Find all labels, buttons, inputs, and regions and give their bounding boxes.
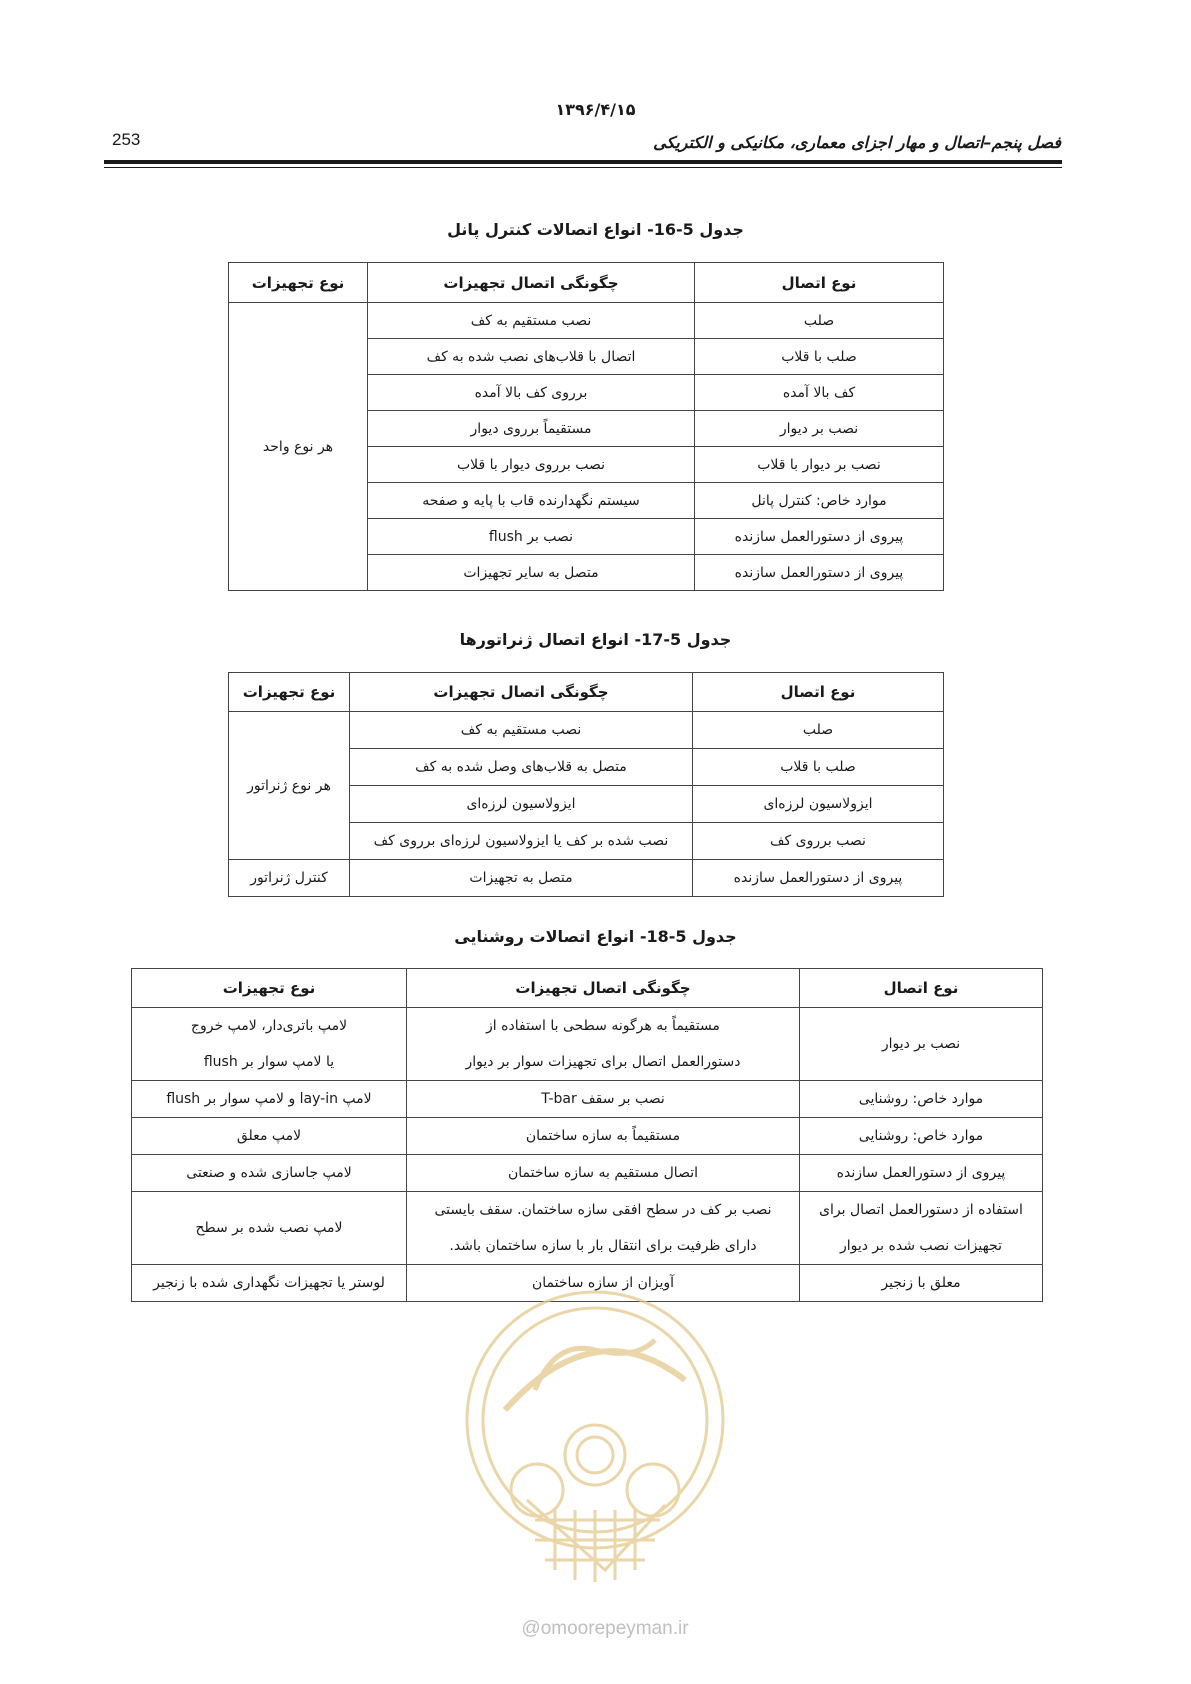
- watermark-logo: [465, 1270, 725, 1640]
- table-cell: نصب شده بر کف یا ایزولاسیون لرزه‌ای برروی کف: [350, 823, 693, 860]
- table-cell: کنترل ژنراتور: [229, 860, 350, 897]
- column-header: چگونگی اتصال تجهیزات: [350, 673, 693, 712]
- table-cell: متصل به تجهیزات: [350, 860, 693, 897]
- column-header: نوع اتصال: [695, 263, 944, 303]
- table-cell: ایزولاسیون لرزه‌ای: [693, 786, 944, 823]
- table-cell: برروی کف بالا آمده: [368, 375, 695, 411]
- table-row: [229, 860, 944, 897]
- table-caption: جدول 5-18- انواع اتصالات روشنایی: [454, 927, 737, 946]
- table-cell: پیروی از دستورالعمل سازنده: [693, 860, 944, 897]
- table-cell: نصب بر flush: [368, 519, 695, 555]
- table-cell: مستقیماً برروی دیوار: [368, 411, 695, 447]
- table-cell: نصب مستقیم به کف: [350, 712, 693, 749]
- table-cell: لامپ باتری‌دار، لامپ خروج یا لامپ سوار بر flush: [132, 1008, 407, 1081]
- table-cell: صلب با قلاب: [695, 339, 944, 375]
- table-cell: نصب بر سقف T-bar: [407, 1081, 800, 1118]
- table-cell: لامپ lay-in و لامپ سوار بر flush: [132, 1081, 407, 1118]
- table-cell: صلب: [693, 712, 944, 749]
- table-caption: جدول 5-16- انواع اتصالات کنترل پانل: [447, 220, 744, 239]
- table-cell: پیروی از دستورالعمل سازنده: [800, 1155, 1043, 1192]
- table-cell: مستقیماً به هرگونه سطحی با استفاده از دستورالعمل اتصال برای تجهیزات سوار بر دیوار: [407, 1008, 800, 1081]
- table-row: [229, 303, 944, 339]
- table-row: [132, 1081, 1043, 1118]
- table-cell: معلق با زنجیر: [800, 1265, 1043, 1302]
- table-cell: اتصال با قلاب‌های نصب شده به کف: [368, 339, 695, 375]
- column-header: نوع تجهیزات: [229, 673, 350, 712]
- column-header: نوع اتصال: [800, 969, 1043, 1008]
- table-row: [229, 712, 944, 749]
- table-cell: صلب با قلاب: [693, 749, 944, 786]
- equipment-group-cell: هر نوع واحد: [229, 303, 368, 591]
- column-header: چگونگی اتصال تجهیزات: [407, 969, 800, 1008]
- table-cell: صلب: [695, 303, 944, 339]
- table-row: [132, 1118, 1043, 1155]
- header-rule-thin: [104, 167, 1062, 168]
- table-cell: نصب برروی دیوار با قلاب: [368, 447, 695, 483]
- control-panel-connections-table: [228, 262, 944, 591]
- table-cell: اتصال مستقیم به سازه ساختمان: [407, 1155, 800, 1192]
- generator-connections-table: [228, 672, 944, 897]
- document-date: ۱۳۹۶/۴/۱۵: [555, 100, 636, 119]
- header-rule-thick: [104, 160, 1062, 164]
- column-header: نوع اتصال: [693, 673, 944, 712]
- table-cell: نصب بر دیوار: [695, 411, 944, 447]
- table-cell: لوستر یا تجهیزات نگهداری شده با زنجیر: [132, 1265, 407, 1302]
- table-cell: موارد خاص: کنترل پانل: [695, 483, 944, 519]
- column-header: چگونگی اتصال تجهیزات: [368, 263, 695, 303]
- table-cell: آویزان از سازه ساختمان: [407, 1265, 800, 1302]
- column-header: نوع تجهیزات: [132, 969, 407, 1008]
- chapter-title: فصل پنجم–اتصال و مهار اجزای معماری، مکانیکی و الکتریکی: [653, 133, 1061, 152]
- table-caption: جدول 5-17- انواع اتصال ژنراتورها: [459, 630, 732, 649]
- table-cell: مستقیماً به سازه ساختمان: [407, 1118, 800, 1155]
- table-header-row: [229, 263, 944, 303]
- table-cell: نصب مستقیم به کف: [368, 303, 695, 339]
- table-cell: لامپ جاسازی شده و صنعتی: [132, 1155, 407, 1192]
- table-cell: ایزولاسیون لرزه‌ای: [350, 786, 693, 823]
- table-cell: پیروی از دستورالعمل سازنده: [695, 555, 944, 591]
- table-cell: استفاده از دستورالعمل اتصال برای تجهیزات نصب شده بر دیوار: [800, 1192, 1043, 1265]
- table-cell: نصب بر دیوار: [800, 1008, 1043, 1081]
- table-cell: سیستم نگهدارنده قاب با پایه و صفحه: [368, 483, 695, 519]
- page-number: 253: [112, 130, 141, 149]
- table-cell: لامپ معلق: [132, 1118, 407, 1155]
- table-cell: لامپ نصب شده بر سطح: [132, 1192, 407, 1265]
- lighting-connections-table: [131, 968, 1043, 1302]
- table-cell: موارد خاص: روشنایی: [800, 1118, 1043, 1155]
- table-cell: کف بالا آمده: [695, 375, 944, 411]
- table-header-row: [132, 969, 1043, 1008]
- table-row: [132, 1008, 1043, 1081]
- table-cell: نصب برروی کف: [693, 823, 944, 860]
- table-cell: نصب بر کف در سطح افقی سازه ساختمان. سقف بایستی دارای ظرفیت برای انتقال بار با سازه ساختمان باشد.: [407, 1192, 800, 1265]
- watermark-website: @omoorepeyman.ir: [521, 1618, 689, 1639]
- table-cell: متصل به سایر تجهیزات: [368, 555, 695, 591]
- table-header-row: [229, 673, 944, 712]
- equipment-group-cell: هر نوع ژنراتور: [229, 712, 350, 860]
- table-cell: پیروی از دستورالعمل سازنده: [695, 519, 944, 555]
- column-header: نوع تجهیزات: [229, 263, 368, 303]
- table-cell: موارد خاص: روشنایی: [800, 1081, 1043, 1118]
- table-row: [132, 1192, 1043, 1265]
- table-cell: نصب بر دیوار با قلاب: [695, 447, 944, 483]
- table-cell: متصل به قلاب‌های وصل شده به کف: [350, 749, 693, 786]
- table-row: [132, 1155, 1043, 1192]
